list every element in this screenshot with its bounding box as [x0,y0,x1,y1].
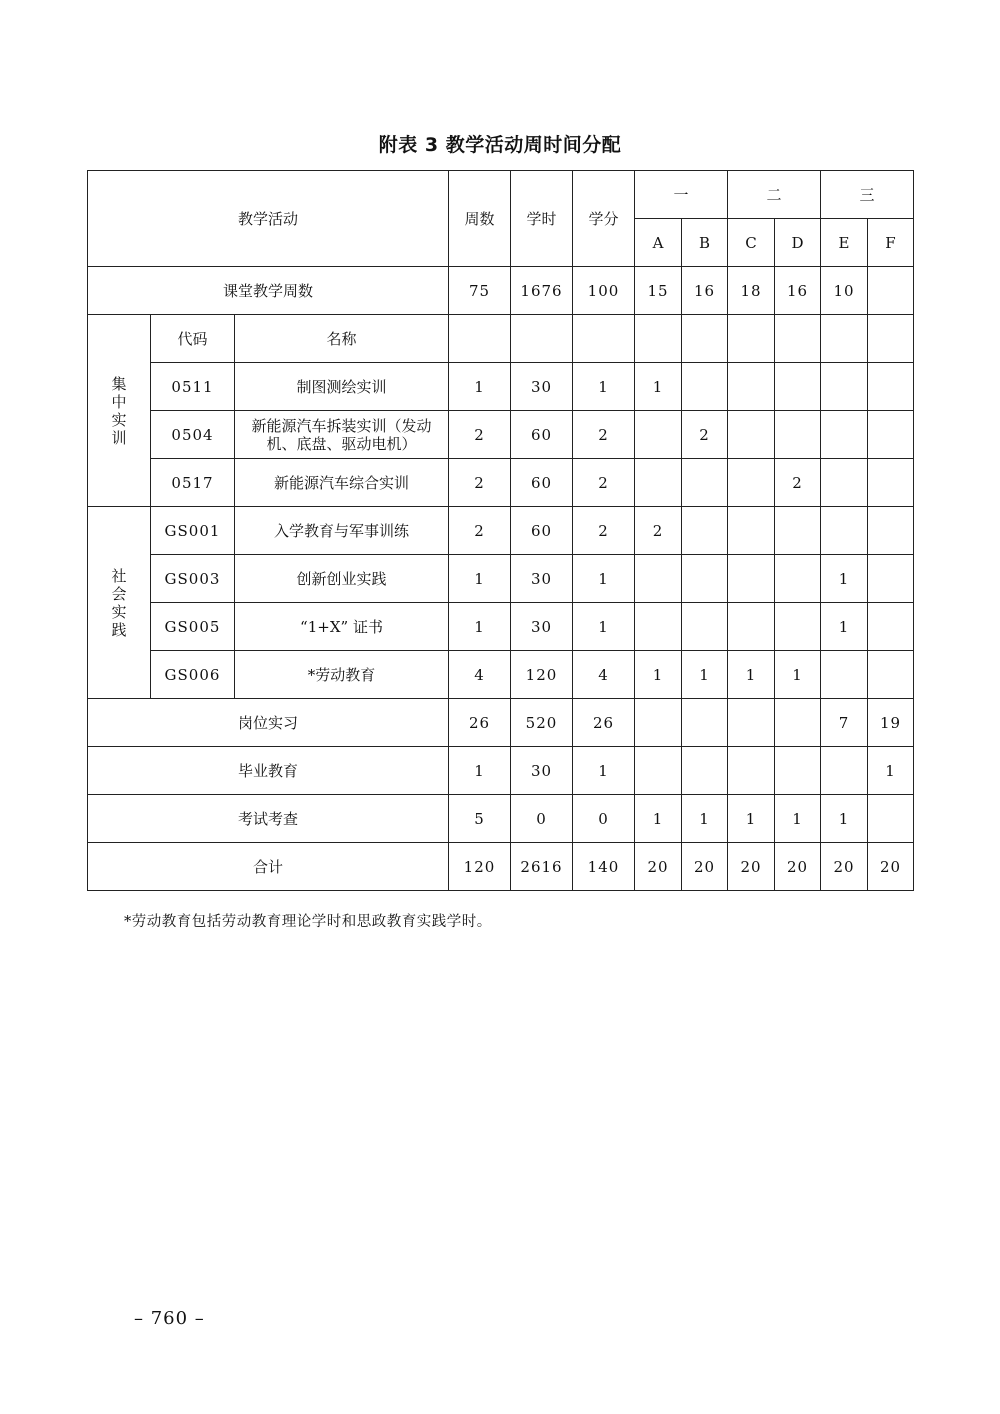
hours-cell: 30 [511,363,573,411]
term-cell [821,651,868,699]
row-label: 毕业教育 [88,747,449,795]
header-term-b: B [682,219,728,267]
term-cell: 1 [821,555,868,603]
term-cell [728,507,775,555]
term-cell: 1 [635,363,682,411]
weeks-cell: 1 [449,555,511,603]
term-cell [775,747,821,795]
header-credits: 学分 [573,171,635,267]
term-cell: 20 [775,843,821,891]
hours-cell: 2616 [511,843,573,891]
weeks-cell: 4 [449,651,511,699]
term-cell [682,747,728,795]
credits-cell: 1 [573,603,635,651]
term-cell [821,411,868,459]
term-cell: 20 [682,843,728,891]
term-cell: 1 [821,795,868,843]
classroom-term [868,267,914,315]
term-cell: 1 [775,795,821,843]
term-cell [635,459,682,507]
term-cell: 2 [635,507,682,555]
header-term-a: A [635,219,682,267]
course-code: 0504 [151,411,235,459]
table-row [88,411,914,459]
classroom-term: 16 [682,267,728,315]
term-cell: 1 [868,747,914,795]
table-row [88,507,914,555]
term-cell [868,363,914,411]
table-row [88,555,914,603]
table-row [88,843,914,891]
page-number: – 760 – [134,1308,205,1329]
footnote: *劳动教育包括劳动教育理论学时和思政教育实践学时。 [124,914,492,930]
term-cell: 1 [821,603,868,651]
term-cell: 1 [682,651,728,699]
term-cell: 20 [635,843,682,891]
term-cell [868,507,914,555]
term-cell [868,459,914,507]
weeks-cell: 1 [449,363,511,411]
term-cell [682,699,728,747]
term-cell [682,363,728,411]
term-cell [682,603,728,651]
name-header: 名称 [235,315,449,363]
term-cell [775,411,821,459]
weeks-cell: 1 [449,747,511,795]
term-cell: 1 [682,795,728,843]
term-cell: 20 [728,843,775,891]
classroom-term: 15 [635,267,682,315]
header-term-e: E [821,219,868,267]
hours-cell: 60 [511,459,573,507]
term-cell [868,651,914,699]
classroom-label: 课堂教学周数 [88,267,449,315]
header-term-f: F [868,219,914,267]
hours-cell: 0 [511,795,573,843]
table-row [88,363,914,411]
hours-cell: 60 [511,507,573,555]
term-cell: 1 [635,651,682,699]
term-cell: 2 [775,459,821,507]
term-cell [868,411,914,459]
term-cell [821,747,868,795]
credits-cell: 1 [573,747,635,795]
credits-cell: 0 [573,795,635,843]
row-label: 合计 [88,843,449,891]
credits-cell: 2 [573,507,635,555]
classroom-weeks: 75 [449,267,511,315]
term-cell [682,507,728,555]
course-name: 新能源汽车拆装实训（发动机、底盘、驱动电机） [235,411,449,459]
header-year-1: 一 [635,171,728,219]
weeks-cell: 2 [449,507,511,555]
table-row [88,651,914,699]
header-term-c: C [728,219,775,267]
term-cell [728,699,775,747]
table-row [88,603,914,651]
course-code: GS006 [151,651,235,699]
hours-cell: 520 [511,699,573,747]
term-cell [775,603,821,651]
table-row [88,459,914,507]
term-cell: 1 [775,651,821,699]
hours-cell: 120 [511,651,573,699]
hours-cell: 60 [511,411,573,459]
term-cell [775,363,821,411]
term-cell [821,507,868,555]
term-cell [728,747,775,795]
credits-cell: 140 [573,843,635,891]
weeks-cell: 1 [449,603,511,651]
hours-cell: 30 [511,555,573,603]
classroom-term: 18 [728,267,775,315]
term-cell: 1 [728,795,775,843]
term-cell [868,555,914,603]
credits-cell: 1 [573,363,635,411]
classroom-row [88,267,914,315]
weeks-cell: 120 [449,843,511,891]
term-cell [635,411,682,459]
term-cell [728,363,775,411]
table-title: 附表 3 教学活动周时间分配 [378,134,622,156]
header-activity: 教学活动 [88,171,449,267]
classroom-credits: 100 [573,267,635,315]
course-name: 创新创业实践 [235,555,449,603]
classroom-hours: 1676 [511,267,573,315]
header-term-d: D [775,219,821,267]
table-row [88,699,914,747]
term-cell [728,411,775,459]
term-cell [635,603,682,651]
header-row-1 [88,171,914,219]
term-cell: 1 [635,795,682,843]
weeks-cell: 2 [449,411,511,459]
term-cell: 19 [868,699,914,747]
weeks-cell: 26 [449,699,511,747]
concentrated-header-row [88,315,914,363]
credits-cell: 2 [573,459,635,507]
hours-cell: 30 [511,747,573,795]
term-cell: 7 [821,699,868,747]
term-cell [728,459,775,507]
course-code: 0517 [151,459,235,507]
term-cell: 20 [821,843,868,891]
course-name: 制图测绘实训 [235,363,449,411]
course-code: GS003 [151,555,235,603]
header-year-2: 二 [728,171,821,219]
term-cell [868,795,914,843]
term-cell [728,555,775,603]
course-name: “1+X” 证书 [235,603,449,651]
credits-cell: 4 [573,651,635,699]
term-cell [635,699,682,747]
course-name: 新能源汽车综合实训 [235,459,449,507]
social-group-label: 社会实践 [88,507,151,699]
table-row [88,747,914,795]
hours-cell: 30 [511,603,573,651]
concentrated-group-label: 集中实训 [88,315,151,507]
activity-week-table [87,170,914,891]
header-hours: 学时 [511,171,573,267]
term-cell [868,603,914,651]
classroom-term: 10 [821,267,868,315]
term-cell: 20 [868,843,914,891]
term-cell [775,507,821,555]
course-code: GS001 [151,507,235,555]
course-name: 入学教育与军事训练 [235,507,449,555]
credits-cell: 2 [573,411,635,459]
term-cell [682,459,728,507]
term-cell [635,555,682,603]
term-cell: 2 [682,411,728,459]
credits-cell: 26 [573,699,635,747]
course-name: *劳动教育 [235,651,449,699]
credits-cell: 1 [573,555,635,603]
term-cell: 1 [728,651,775,699]
term-cell [635,747,682,795]
classroom-term: 16 [775,267,821,315]
header-weeks: 周数 [449,171,511,267]
table-row [88,795,914,843]
course-code: 0511 [151,363,235,411]
row-label: 考试考查 [88,795,449,843]
term-cell [775,555,821,603]
code-header: 代码 [151,315,235,363]
weeks-cell: 5 [449,795,511,843]
term-cell [775,699,821,747]
row-label: 岗位实习 [88,699,449,747]
term-cell [821,363,868,411]
header-year-3: 三 [821,171,914,219]
term-cell [682,555,728,603]
term-cell [728,603,775,651]
course-code: GS005 [151,603,235,651]
term-cell [821,459,868,507]
weeks-cell: 2 [449,459,511,507]
